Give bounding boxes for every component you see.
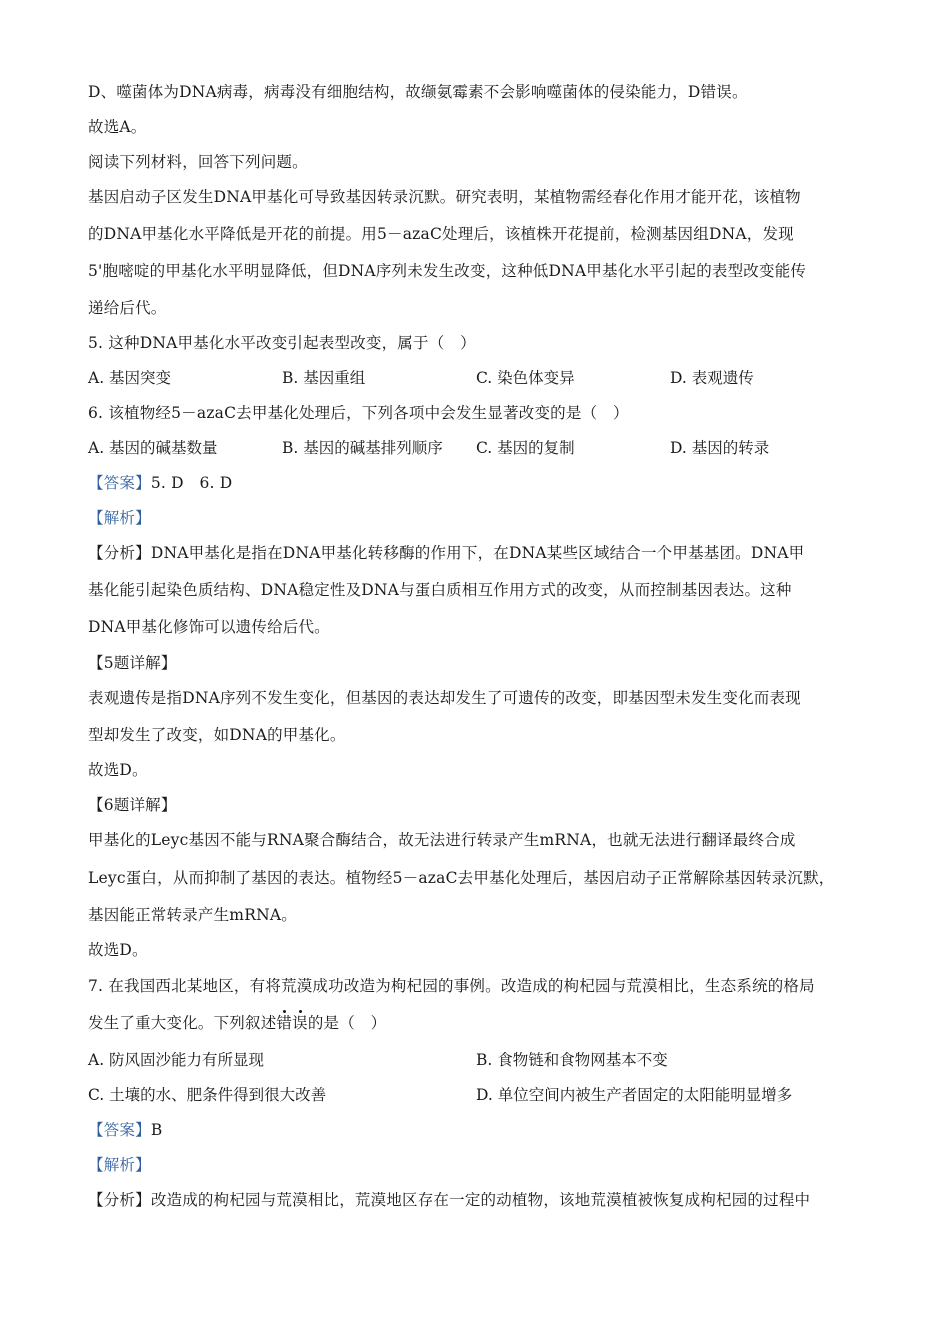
q5-option-d: D. 表观遗传 — [670, 369, 754, 387]
material-line: 递给后代。 — [88, 299, 167, 317]
analysis-fenxi — [88, 543, 868, 563]
q6-detail-label: 【6题详解】 — [88, 796, 177, 814]
answer-value: B — [150, 1121, 163, 1139]
q5-detail-text: 表观遗传是指DNA序列不发生变化，但基因的表达却发生了可遗传的改变，即基因型未发生变化而表现 — [88, 689, 801, 707]
q5-detail-text: 型却发生了改变，如DNA的甲基化。 — [88, 726, 346, 744]
analysis-label: 【解析】 — [88, 509, 151, 527]
material-line: 的DNA甲基化水平降低是开花的前提。用5－azaC处理后，该植株开花提前，检测基因组DNA，发现 — [88, 225, 794, 243]
fenxi-label: 【分析】 — [88, 544, 151, 562]
q6-option-a: A. 基因的碱基数量 — [88, 439, 218, 457]
q7-option-a: A. 防风固沙能力有所显现 — [88, 1051, 265, 1069]
q7-option-d: D. 单位空间内被生产者固定的太阳能明显增多 — [476, 1086, 793, 1104]
answer-7 — [88, 1120, 868, 1140]
analysis-fenxi — [88, 1190, 868, 1210]
q7-option-c: C. 土壤的水、肥条件得到很大改善 — [88, 1086, 327, 1104]
q7-stem-text: 的是（ ） — [307, 1014, 387, 1032]
q7-stem: 7. 在我国西北某地区，有将荒漠成功改造为枸杞园的事例。改造成的枸杞园与荒漠相比，生态系统的格局 — [88, 977, 815, 995]
q5-stem: 5. 这种DNA甲基化水平改变引起表型改变，属于（ ） — [88, 334, 476, 352]
fenxi-text: 基化能引起染色质结构、DNA稳定性及DNA与蛋白质相互作用方式的改变，从而控制基因表达。这种 — [88, 581, 792, 599]
emphasis-char: 误 — [292, 1014, 308, 1032]
q7-option-b: B. 食物链和食物网基本不变 — [476, 1051, 668, 1069]
q5-detail-label: 【5题详解】 — [88, 654, 177, 672]
fenxi-text: DNA甲基化修饰可以遗传给后代。 — [88, 618, 330, 636]
q6-detail-text: 基因能正常转录产生mRNA。 — [88, 906, 297, 924]
q4-option-d-explanation: D、噬菌体为DNA病毒，病毒没有细胞结构，故缬氨霉素不会影响噬菌体的侵染能力，D错误。 — [88, 83, 748, 101]
q7-stem-line2 — [88, 1013, 868, 1033]
q5-option-a: A. 基因突变 — [88, 369, 172, 387]
analysis-label: 【解析】 — [88, 1156, 151, 1174]
material-intro: 阅读下列材料，回答下列问题。 — [88, 153, 308, 171]
q6-detail-text: Leyc蛋白，从而抑制了基因的表达。植物经5－azaC去甲基化处理后，基因启动子正常解除基因转录沉默， — [88, 869, 835, 887]
answer-label: 【答案】 — [88, 474, 151, 492]
material-line: 5'胞嘧啶的甲基化水平明显降低，但DNA序列未发生改变，这种低DNA甲基化水平引起的表型改变能传 — [88, 262, 807, 280]
emphasis-char: 错 — [276, 1014, 293, 1032]
q4-conclusion: 故选A。 — [88, 118, 147, 136]
fenxi-text: DNA甲基化是指在DNA甲基化转移酶的作用下，在DNA某些区域结合一个甲基基团。DNA甲 — [150, 544, 805, 562]
q5-option-b: B. 基因重组 — [282, 369, 366, 387]
q6-conclusion: 故选D。 — [88, 941, 148, 959]
fenxi-text: 改造成的枸杞园与荒漠相比，荒漠地区存在一定的动植物，该地荒漠植被恢复成枸杞园的过程中 — [150, 1191, 811, 1209]
material-line: 基因启动子区发生DNA甲基化可导致基因转录沉默。研究表明，某植物需经春化作用才能开花，该植物 — [88, 188, 801, 206]
q6-stem: 6. 该植物经5－azaC去甲基化处理后，下列各项中会发生显著改变的是（ ） — [88, 404, 629, 422]
q5-option-c: C. 染色体变异 — [476, 369, 575, 387]
q6-option-b: B. 基因的碱基排列顺序 — [282, 439, 443, 457]
answer-label: 【答案】 — [88, 1121, 151, 1139]
q6-option-d: D. 基因的转录 — [670, 439, 770, 457]
fenxi-label: 【分析】 — [88, 1191, 151, 1209]
q5-conclusion: 故选D。 — [88, 761, 148, 779]
q6-detail-text: 甲基化的Leyc基因不能与RNA聚合酶结合，故无法进行转录产生mRNA，也就无法进行翻译最终合成 — [88, 831, 796, 849]
answer-5-6 — [88, 473, 868, 493]
q7-stem-text: 发生了重大变化。下列叙述 — [88, 1014, 277, 1032]
q6-option-c: C. 基因的复制 — [476, 439, 575, 457]
answer-value: 5. D 6. D — [150, 474, 233, 492]
